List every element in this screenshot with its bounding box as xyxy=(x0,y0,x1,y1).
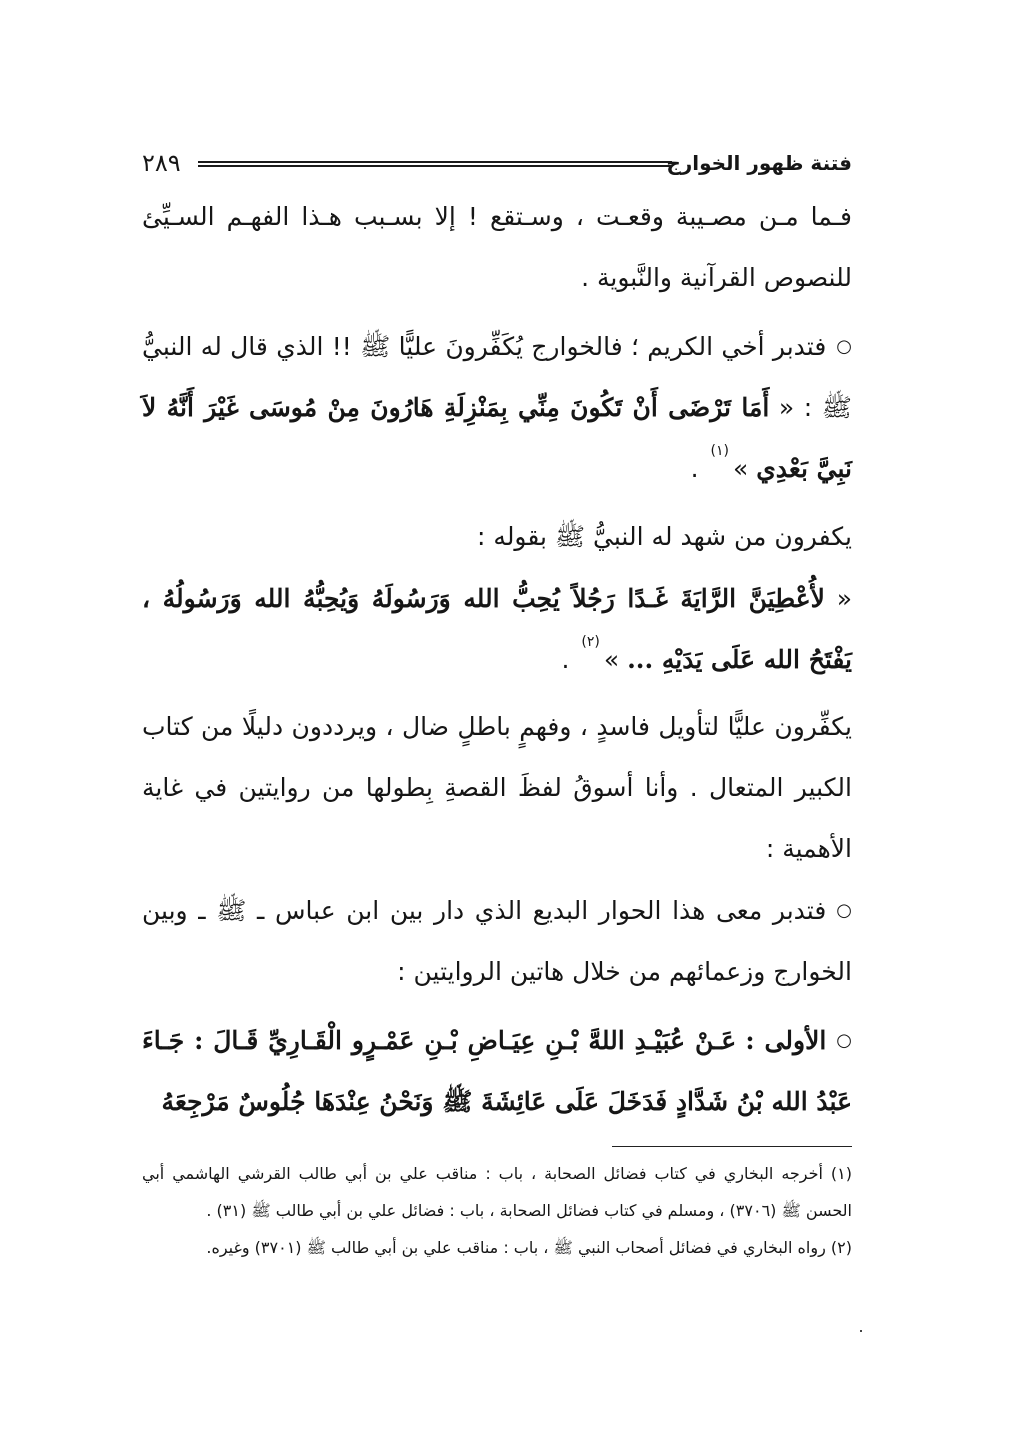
circle-bullet-icon: ○ xyxy=(836,336,852,357)
footnote-separator xyxy=(612,1146,852,1147)
footnote-ref-2: (٢) xyxy=(581,634,600,650)
paragraph-2: ○فتدبر أخي الكريم ؛ فالخوارج يُكَفِّرونَ عليًّا ﷺ !! الذي قال له النبيُّ ﷺ : « أَمَا تَرْضَى أَنْ تَكُونَ مِنِّي بِمَنْزِلَةِ هَارُونَ مِنْ مُوسَى غَيْرَ أَنَّهُ لاَ نَبِيَّ بَعْدِي »$^{(١)}$ . xyxy=(142,316,852,499)
opening-quote-mark: « xyxy=(836,584,852,613)
scan-speck xyxy=(860,1330,862,1332)
footnotes xyxy=(142,1155,852,1266)
main-text-block-3 xyxy=(142,506,852,567)
circle-bullet-icon: ○ xyxy=(836,900,852,921)
narration-text: عَـنْ عُبَيْـدِ اللهَّ بْـنِ عِيَـاضِ بْـنِ عَمْـرٍو الْقَـارِيِّ قَـالَ : جَـاءَ عَبْدُ الله بْنُ شَدَّادٍ فَدَخَلَ عَلَى عَائِشَةَ ﷺ وَنَحْنُ عِنْدَهَا جُلُوسٌ مَرْجِعَهُ xyxy=(142,1026,852,1116)
hadith-quote-2: لأُعْطِيَنَّ الرَّايَةَ غَـدًا رَجُلاً يُحِبُّ الله وَرَسُولَهُ وَيُحِبُّهُ الله وَرَسُولُهُ ، يَفْتَحُ الله عَلَى يَدَيْهِ ... xyxy=(142,584,852,674)
main-text-block-4 xyxy=(142,568,852,690)
paragraph-4: « لأُعْطِيَنَّ الرَّايَةَ غَـدًا رَجُلاً يُحِبُّ الله وَرَسُولَهُ وَيُحِبُّهُ الله وَرَسُولُهُ ، يَفْتَحُ الله عَلَى يَدَيْهِ ... »$^{(٢)}$ . xyxy=(142,584,852,674)
circle-bullet-icon: ○ xyxy=(836,1030,852,1051)
paragraph-3: يكفرون من شهد له النبيُّ ﷺ بقوله : xyxy=(477,522,852,551)
closing-quote-mark-2: » xyxy=(603,645,620,674)
paragraph-5: يكفِّرون عليًّا لتأويل فاسدٍ ، وفهمٍ باطلٍ ضال ، ويرددون دليلًا من كتاب الكبير المتعال . وأنا أسوقُ لفظَ القصةِ بِطولها من روايتين في غاية الأهمية : xyxy=(142,712,852,863)
paragraph-7 xyxy=(142,1010,852,1132)
footnote-1: (١) أخرجه البخاري في كتاب فضائل الصحابة ، باب : مناقب علي بن أبي طالب القرشي الهاشمي أبي الحسن ﷺ (٣٧٠٦) ، ومسلم في كتاب فضائل الصحابة ، باب : فضائل علي بن أبي طالب ﷺ (٣١) . xyxy=(142,1164,852,1220)
running-title: فتنة ظهور الخوارج xyxy=(666,151,852,175)
main-text-block-2 xyxy=(142,316,852,499)
narration-label: الأولى : xyxy=(745,1026,827,1055)
page-number: ٢٨٩ xyxy=(142,149,181,177)
main-text-block-5 xyxy=(142,696,852,879)
footnote-2: (٢) رواه البخاري في فضائل أصحاب النبي ﷺ ، باب : مناقب علي بن أبي طالب ﷺ (٣٧٠١) وغيره. xyxy=(206,1238,852,1257)
main-text-block-6 xyxy=(142,880,852,1002)
hadith-quote-1: أَمَا تَرْضَى أَنْ تَكُونَ مِنِّي بِمَنْزِلَةِ هَارُونَ مِنْ مُوسَى غَيْرَ أَنَّهُ لاَ نَبِيَّ بَعْدِي xyxy=(142,393,852,483)
paragraph-6-text: فتدبر معى هذا الحوار البديع الذي دار بين ابن عباس ـ ﷺ ـ وبين الخوارج وزعمائهم من خلال هاتين الروايتين : xyxy=(142,896,852,986)
main-text-block-7 xyxy=(142,1010,852,1132)
header-double-rule xyxy=(198,161,672,167)
page-header xyxy=(142,148,852,182)
paragraph-1: فـما مـن مصـيبة وقعـت ، وسـتقع ! إلا بسـبب هـذا الفهـم السـيِّئ للنصوص القرآنية والنَّبوية . xyxy=(142,202,852,292)
paragraph-2-intro: فتدبر أخي الكريم ؛ فالخوارج يُكَفِّرونَ عليًّا ﷺ !! الذي قال له النبيُّ ﷺ : « xyxy=(142,332,852,422)
footnote-ref-1: (١) xyxy=(710,443,729,459)
main-text xyxy=(142,186,852,308)
paragraph-6 xyxy=(142,880,852,1002)
closing-quote-mark: » xyxy=(732,454,749,483)
